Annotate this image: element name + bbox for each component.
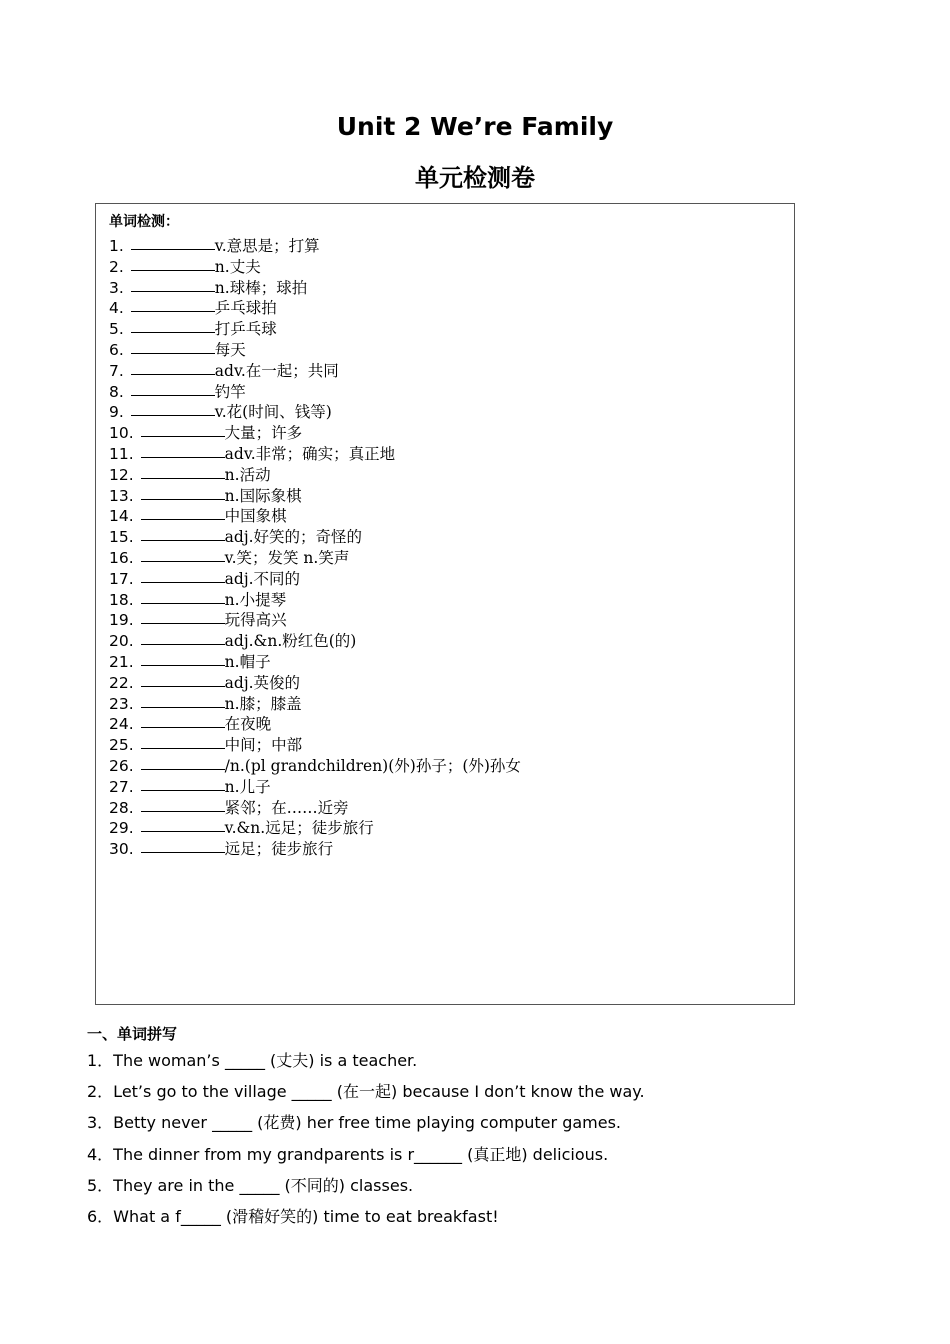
vocab-number: 2.	[109, 257, 124, 276]
vocab-number: 8.	[109, 382, 124, 401]
vocab-item	[109, 672, 521, 693]
answer-blank[interactable]	[131, 360, 215, 375]
section-heading: 一、单词拼写	[87, 1025, 178, 1043]
vocab-definition: v.&n.远足；徒步旅行	[224, 819, 374, 838]
vocab-definition: v.意思是；打算	[214, 237, 320, 255]
vocab-number: 18.	[109, 590, 134, 609]
vocab-definition: n.膝；膝盖	[224, 694, 302, 713]
vocab-number: 10.	[109, 424, 134, 443]
question-list	[87, 1049, 645, 1236]
vocab-definition: n.帽子	[224, 652, 271, 671]
vocab-number: 26.	[109, 756, 134, 775]
vocab-item	[109, 568, 521, 589]
vocab-number: 28.	[109, 798, 134, 817]
vocab-number: 20.	[109, 632, 134, 651]
vocab-number: 19.	[109, 611, 134, 630]
vocab-list	[109, 235, 521, 859]
answer-blank[interactable]	[141, 485, 225, 500]
vocab-definition: adj.&n.粉红色(的)	[224, 632, 357, 651]
vocab-item	[109, 235, 521, 256]
answer-blank[interactable]	[141, 651, 225, 666]
vocab-item	[109, 838, 521, 859]
answer-blank[interactable]	[141, 630, 225, 645]
answer-blank[interactable]	[141, 838, 225, 853]
question-item: 3．Betty never _____ (花费) her free time playing computer games.	[87, 1113, 622, 1133]
answer-blank[interactable]	[141, 713, 225, 728]
vocab-definition: 大量；许多	[224, 424, 303, 443]
vocab-number: 23.	[109, 694, 134, 713]
answer-blank[interactable]	[141, 547, 225, 562]
answer-blank[interactable]	[141, 505, 225, 520]
question-item: 4．The dinner from my grandparents is r______ (真正地) delicious.	[87, 1144, 609, 1164]
question-item: 2．Let’s go to the village _____ (在一起) because I don’t know the way.	[87, 1082, 645, 1102]
page-subtitle: 单元检测卷	[415, 164, 535, 192]
vocab-number: 21.	[109, 652, 134, 671]
vocab-number: 7.	[109, 361, 124, 380]
answer-blank[interactable]	[141, 526, 225, 541]
vocab-item	[109, 339, 521, 360]
answer-blank[interactable]	[141, 609, 225, 624]
vocab-item	[109, 277, 521, 298]
vocab-number: 15.	[109, 528, 134, 547]
vocab-definition: 每天	[214, 340, 246, 359]
question-item: 6．What a f_____ (滑稽好笑的) time to eat breakfast!	[87, 1206, 499, 1226]
vocab-item	[109, 485, 521, 506]
vocab-definition: 远足；徒步旅行	[224, 840, 334, 859]
vocab-item	[109, 776, 521, 797]
vocab-number: 9.	[109, 403, 124, 422]
vocab-item	[109, 817, 521, 838]
vocab-number: 30.	[109, 840, 134, 859]
answer-blank[interactable]	[141, 776, 225, 791]
vocab-definition: 中间；中部	[224, 736, 303, 755]
answer-blank[interactable]	[131, 339, 215, 354]
answer-blank[interactable]	[141, 817, 225, 832]
answer-blank[interactable]	[141, 672, 225, 687]
answer-blank[interactable]	[141, 422, 225, 437]
vocab-item	[109, 360, 521, 381]
vocab-item	[109, 256, 521, 277]
question-item: 5．They are in the _____ (不同的) classes.	[87, 1175, 414, 1195]
vocab-number: 25.	[109, 736, 134, 755]
answer-blank[interactable]	[141, 568, 225, 583]
vocab-definition: /n.(pl grandchildren)(外)孙子；(外)孙女	[224, 756, 521, 775]
answer-blank[interactable]	[141, 443, 225, 458]
question-item: 1．The woman’s _____ (丈夫) is a teacher.	[87, 1051, 418, 1070]
vocab-definition: adj.好笑的；奇怪的	[224, 528, 363, 547]
vocab-definition: n.球棒；球拍	[214, 278, 308, 297]
vocab-definition: n.活动	[224, 465, 271, 484]
vocab-definition: 中国象棋	[224, 507, 287, 526]
vocab-item	[109, 526, 521, 547]
vocab-number: 29.	[109, 819, 134, 838]
vocab-item	[109, 318, 521, 339]
vocab-number: 4.	[109, 299, 124, 318]
answer-blank[interactable]	[141, 797, 225, 812]
vocab-item	[109, 651, 521, 672]
vocab-definition: n.丈夫	[214, 257, 261, 276]
answer-blank[interactable]	[141, 464, 225, 479]
vocab-number: 16.	[109, 548, 134, 567]
vocab-number: 6.	[109, 340, 124, 359]
vocab-definition: 钓竿	[214, 382, 246, 401]
answer-blank[interactable]	[131, 401, 215, 416]
vocab-item	[109, 755, 521, 776]
vocab-number: 17.	[109, 569, 134, 588]
vocab-number: 11.	[109, 444, 134, 463]
vocab-item	[109, 693, 521, 714]
vocab-number: 14.	[109, 507, 134, 526]
vocab-item	[109, 630, 521, 651]
vocab-item	[109, 547, 521, 568]
vocab-number: 5.	[109, 320, 124, 339]
answer-blank[interactable]	[131, 381, 215, 396]
vocab-definition: n.小提琴	[224, 590, 287, 609]
vocab-definition: n.国际象棋	[224, 486, 302, 505]
answer-blank[interactable]	[141, 589, 225, 604]
vocab-item	[109, 464, 521, 485]
vocab-definition: 乒乓球拍	[214, 299, 277, 318]
vocab-definition: adv.非常；确实；真正地	[224, 444, 396, 463]
vocab-definition: adv.在一起；共同	[214, 361, 339, 380]
vocab-item	[109, 297, 521, 318]
answer-blank[interactable]	[131, 297, 215, 312]
vocab-definition: 打乒乓球	[214, 320, 277, 339]
vocab-definition: v.花(时间、钱等)	[214, 403, 332, 422]
vocab-number: 12.	[109, 465, 134, 484]
answer-blank[interactable]	[131, 277, 215, 292]
vocab-definition: v.笑；发笑 n.笑声	[224, 548, 350, 567]
vocab-item	[109, 589, 521, 610]
answer-blank[interactable]	[141, 693, 225, 708]
vocab-number: 1.	[109, 237, 124, 255]
vocab-box	[95, 203, 795, 1005]
answer-blank[interactable]	[131, 235, 215, 250]
vocab-item	[109, 505, 521, 526]
vocab-definition: adj.不同的	[224, 569, 301, 588]
vocab-item	[109, 443, 521, 464]
vocab-number: 24.	[109, 715, 134, 734]
vocab-item	[109, 422, 521, 443]
vocab-definition: n.儿子	[224, 777, 271, 796]
vocab-item	[109, 609, 521, 630]
vocab-number: 22.	[109, 673, 134, 692]
vocab-number: 3.	[109, 278, 124, 297]
vocab-heading: 单词检测：	[109, 214, 179, 230]
vocab-item	[109, 797, 521, 818]
vocab-number: 13.	[109, 486, 134, 505]
vocab-number: 27.	[109, 777, 134, 796]
page-title: Unit 2 We’re Family	[336, 112, 614, 141]
answer-blank[interactable]	[131, 318, 215, 333]
vocab-item	[109, 401, 521, 422]
vocab-definition: 在夜晚	[224, 715, 272, 734]
answer-blank[interactable]	[131, 256, 215, 271]
answer-blank[interactable]	[141, 755, 225, 770]
answer-blank[interactable]	[141, 734, 225, 749]
vocab-definition: 玩得高兴	[224, 611, 287, 630]
vocab-item	[109, 734, 521, 755]
vocab-definition: 紧邻；在……近旁	[224, 798, 349, 817]
vocab-definition: adj.英俊的	[224, 673, 301, 692]
vocab-item	[109, 713, 521, 734]
vocab-item	[109, 381, 521, 402]
